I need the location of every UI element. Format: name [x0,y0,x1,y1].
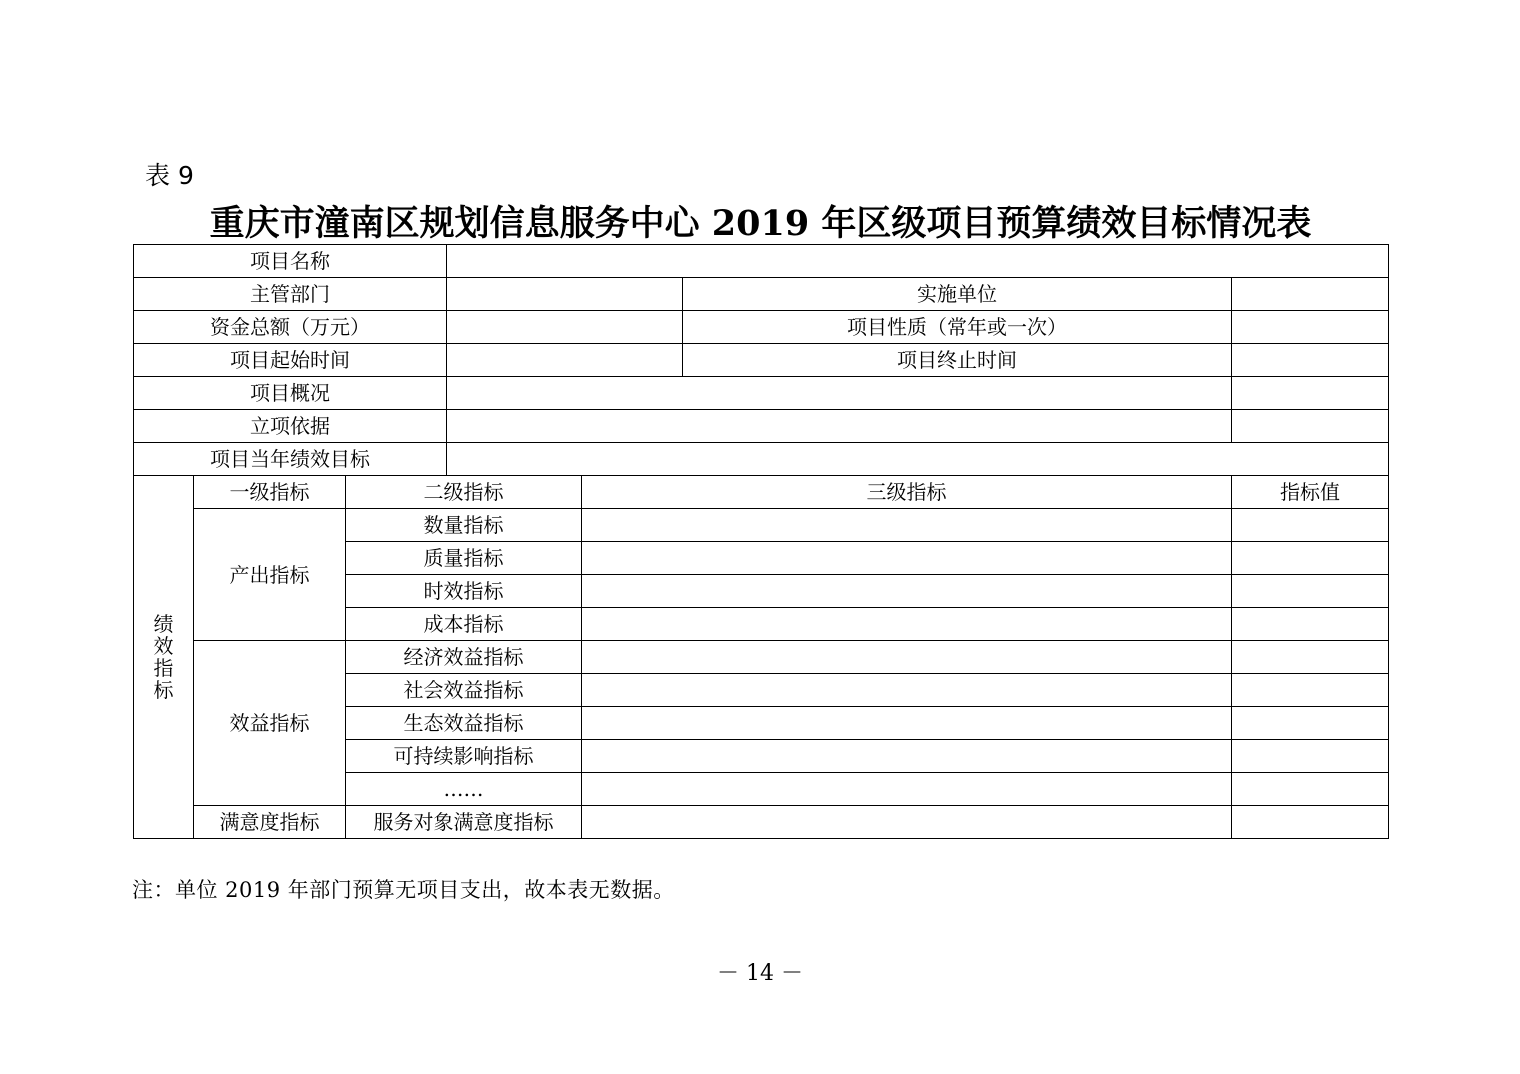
basis-extra [1232,410,1389,443]
output-item-quality: 质量指标 [346,542,582,575]
satisfaction-indicator-label: 满意度指标 [194,806,346,839]
project-name-label: 项目名称 [134,245,447,278]
benefit-item-ellipsis-value [1232,773,1389,806]
benefit-item-economic-detail [582,641,1232,674]
indicator-group-text: 绩效指标 [153,612,174,702]
benefit-item-ellipsis: …… [346,773,582,806]
header-level3: 三级指标 [582,476,1232,509]
output-item-timeliness-value [1232,575,1389,608]
benefit-item-ecological-detail [582,707,1232,740]
header-level1: 一级指标 [194,476,346,509]
satisfaction-item-value [1232,806,1389,839]
header-level2: 二级指标 [346,476,582,509]
output-item-cost: 成本指标 [346,608,582,641]
table-label: 表 9 [145,161,194,190]
header-value: 指标值 [1232,476,1389,509]
benefit-indicator-label: 效益指标 [194,641,346,806]
indicator-group-label [134,476,194,839]
overview-label: 项目概况 [134,377,447,410]
benefit-item-sustainable: 可持续影响指标 [346,740,582,773]
overview-extra [1232,377,1389,410]
output-item-timeliness-detail [582,575,1232,608]
project-nature-value [1232,311,1389,344]
benefit-item-ecological: 生态效益指标 [346,707,582,740]
end-time-value [1232,344,1389,377]
project-nature-label: 项目性质（常年或一次） [683,311,1232,344]
satisfaction-item: 服务对象满意度指标 [346,806,582,839]
performance-table [133,244,1389,839]
overview-value [447,377,1232,410]
footnote: 注：单位 2019 年部门预算无项目支出，故本表无数据。 [132,878,675,902]
output-item-quality-detail [582,542,1232,575]
output-item-cost-value [1232,608,1389,641]
document-title: 重庆市潼南区规划信息服务中心 2019 年区级项目预算绩效目标情况表 [209,203,1312,244]
satisfaction-item-detail [582,806,1232,839]
output-item-quantity-value [1232,509,1389,542]
impl-unit-label: 实施单位 [683,278,1232,311]
annual-goal-value [447,443,1389,476]
start-time-value [447,344,683,377]
output-item-quantity-detail [582,509,1232,542]
total-funds-label: 资金总额（万元） [134,311,447,344]
basis-label: 立项依据 [134,410,447,443]
output-item-cost-detail [582,608,1232,641]
output-item-quantity: 数量指标 [346,509,582,542]
basis-value [447,410,1232,443]
benefit-item-sustainable-value [1232,740,1389,773]
end-time-label: 项目终止时间 [683,344,1232,377]
impl-unit-value [1232,278,1389,311]
benefit-item-social-value [1232,674,1389,707]
dept-label: 主管部门 [134,278,447,311]
output-item-timeliness: 时效指标 [346,575,582,608]
output-item-quality-value [1232,542,1389,575]
annual-goal-label: 项目当年绩效目标 [134,443,447,476]
benefit-item-social: 社会效益指标 [346,674,582,707]
benefit-item-economic: 经济效益指标 [346,641,582,674]
page-number: － 14 － [717,961,803,986]
project-name-value [447,245,1389,278]
dept-value [447,278,683,311]
benefit-item-social-detail [582,674,1232,707]
benefit-item-ellipsis-detail [582,773,1232,806]
benefit-item-economic-value [1232,641,1389,674]
benefit-item-sustainable-detail [582,740,1232,773]
output-indicator-label: 产出指标 [194,509,346,641]
start-time-label: 项目起始时间 [134,344,447,377]
benefit-item-ecological-value [1232,707,1389,740]
total-funds-value [447,311,683,344]
